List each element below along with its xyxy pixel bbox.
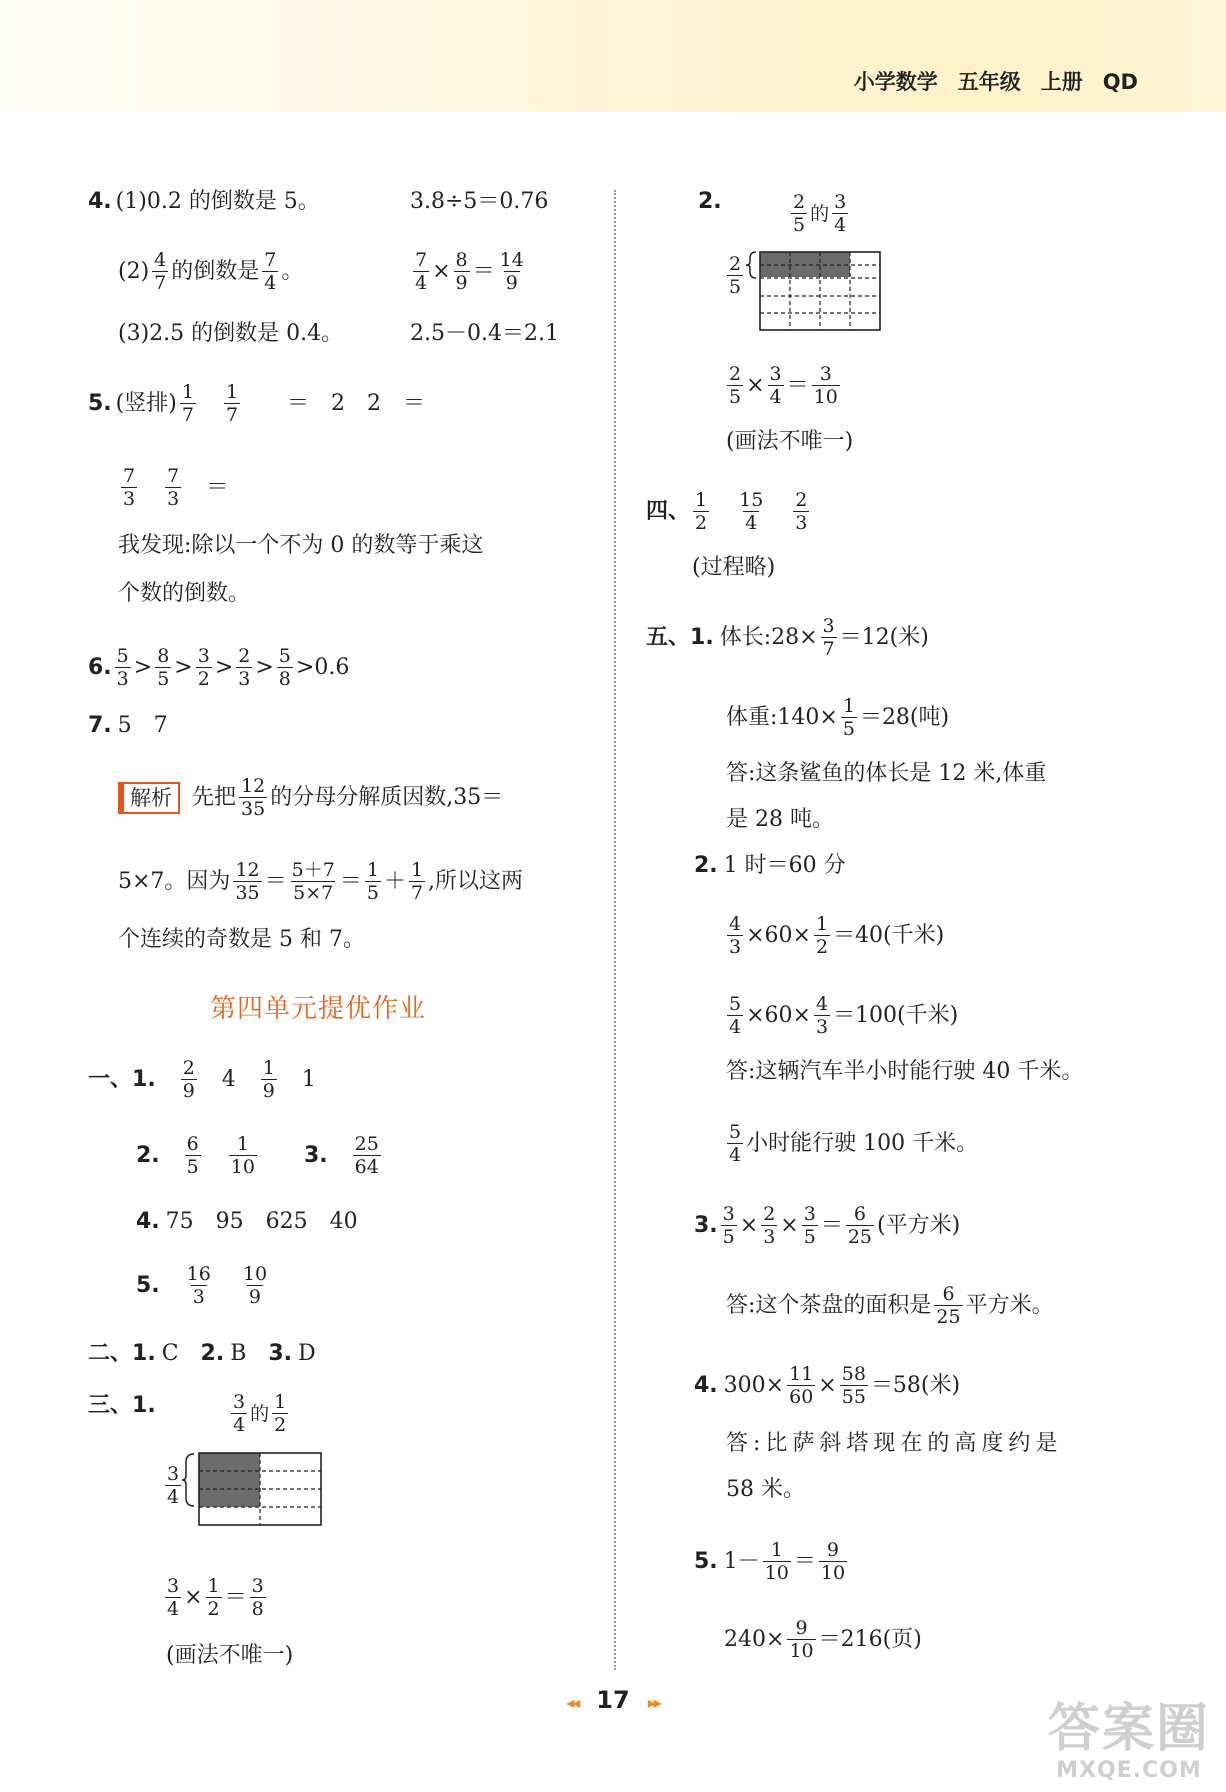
r-q2-side-label: 2 5: [729, 253, 742, 298]
r-q2-top-label: 2 5 的 3 4: [793, 191, 847, 236]
s3-note: (画法不唯一): [166, 1643, 294, 1668]
s5-q3-answer: 答:这个茶盘的面积是 6 25 平方米。: [726, 1283, 1054, 1328]
s5-q4-line1: 4. 300× $\frac{11}{60}$ × $\frac{58}{55}$ ＝58(米): [694, 1363, 961, 1408]
watermark-logo: 答案圈 MXQE.COM: [1047, 1699, 1210, 1783]
header-subject: 小学数学: [853, 70, 938, 94]
q4-calc2: $\frac{7}{4}$ × $\frac{8}{9}$ ＝ 14 9: [415, 249, 524, 294]
s5-q1-line1: 五、 1. 体长:28× $\frac{3}{7}$ ＝12(米): [646, 615, 929, 660]
s1-q4: 4. 75 95 625 40: [136, 1209, 358, 1234]
next-arrows-icon: ▸▸: [647, 1693, 660, 1712]
s5-q1-answer2: 是 28 吨。: [726, 807, 834, 832]
s5-q1-answer1: 答:这条鲨鱼的体长是 12 米,体重: [726, 761, 1047, 786]
book-header: [834, 66, 1138, 96]
s1-q1: 一、 1. 2 9 4 1 9 1: [88, 1057, 316, 1102]
q7-line: 7. 5 7: [88, 713, 168, 738]
r-q2-note: (画法不唯一): [726, 429, 854, 454]
q4-line3: (3)2.5 的倒数是 0.4。 2.5－0.4＝2.1: [118, 321, 559, 346]
q5-line2: 7 3 7 3 ＝: [123, 465, 229, 510]
header-volume: 上册: [1040, 70, 1083, 94]
page-number: ◂◂ 17 ▸▸: [566, 1686, 660, 1714]
s4-note: (过程略): [692, 555, 776, 580]
r-q2-label: 2.: [698, 189, 722, 214]
s3-area-diagram: [180, 1450, 330, 1530]
s4-line: 四、 1 2 15 4 2 3: [646, 489, 808, 534]
q7-analysis-1: 解析 先把 12 35 的分母分解质因数,35＝: [118, 776, 503, 820]
s5-q2-answer1: 答:这辆汽车半小时能行驶 40 千米。: [726, 1059, 1084, 1084]
r-q2-equation: $\frac{2}{5}$ × $\frac{3}{4}$ ＝ 3 10: [729, 363, 838, 408]
s1-q2: 2. 6 5 1 10 3. 25 64: [136, 1133, 379, 1178]
s5-q5-line1: 5. 1－ 1 10 ＝ 9 10: [694, 1539, 846, 1584]
q5-finding-1: 我发现:除以一个不为 0 的数等于乘这: [118, 533, 484, 558]
s5-q4-answer2: 58 米。: [726, 1477, 805, 1502]
s2-line: 二、 1. C 2. B 3. D: [88, 1341, 316, 1366]
q5-finding-2: 个数的倒数。: [118, 581, 251, 606]
header-grade: 五年级: [957, 70, 1021, 94]
s5-q1-line2: 体重:140× $\frac{1}{5}$ ＝28(吨): [726, 695, 950, 740]
q6-line: 6. 5 3 > 8 5 > 3 2 > 2 3 > 5 8 > 0.6: [88, 645, 350, 690]
q5-line1: 5. (竖排) 1 7 1 7 ＝ 2 2 ＝: [88, 381, 426, 426]
s3-diagram-side-label: 3 4: [167, 1463, 180, 1508]
s5-q2-line1: 2. 1 时＝60 分: [694, 853, 846, 878]
header-edition: QD: [1102, 70, 1138, 94]
analysis-tag: 解析: [118, 782, 180, 814]
prev-arrows-icon: ◂◂: [566, 1693, 579, 1712]
s5-q4-answer1: 答:比萨斜塔现在的高度约是: [726, 1431, 1063, 1456]
s3-label: 三、 1.: [88, 1393, 156, 1418]
q4-line2: (2) 4 7 的倒数是 7 4 。 $\frac{7}{4}$ × $\frac{8}{9}$ ＝ 14 9: [118, 250, 303, 294]
column-divider: [614, 190, 616, 1670]
s3-diagram-top-label: 3 4 的 1 2: [233, 1391, 287, 1436]
r-q2-area-diagram: [742, 248, 882, 334]
fraction: 7 4: [264, 249, 277, 294]
s3-equation: $\frac{3}{4}$ × $\frac{1}{2}$ ＝ 3 8: [167, 1575, 264, 1620]
s5-q2-answer2: 5 4 小时能行驶 100 千米。: [729, 1121, 979, 1166]
s5-q3-line1: 3. $\frac{3}{5}$ × $\frac{2}{3}$ × $\frac{3}{5}$ ＝ 6 25 (平方米): [694, 1203, 961, 1248]
s5-q5-line2: 240× $\frac{9}{10}$ ＝216(页): [724, 1617, 922, 1662]
q7-analysis-3: 个连续的奇数是 5 和 7。: [118, 927, 365, 952]
s5-q2-line3: $\frac{5}{4}$ ×60× $\frac{4}{3}$ ＝100(千米): [729, 993, 959, 1038]
fraction: 4 7: [154, 249, 167, 294]
s1-q5: 5. 16 3 10 9: [136, 1263, 268, 1308]
q4-line1: 4. (1)0.2 的倒数是 5。 3.8÷5＝0.76: [88, 189, 549, 214]
s5-q2-line2: $\frac{4}{3}$ ×60× $\frac{1}{2}$ ＝40(千米): [729, 913, 945, 958]
q7-analysis-2: 5×7。因为 12 35 ＝ 5＋7 5×7 ＝ 1 5 ＋ 1 7 , 所以这两: [118, 859, 524, 904]
section-title: 第四单元提优作业: [210, 994, 427, 1024]
